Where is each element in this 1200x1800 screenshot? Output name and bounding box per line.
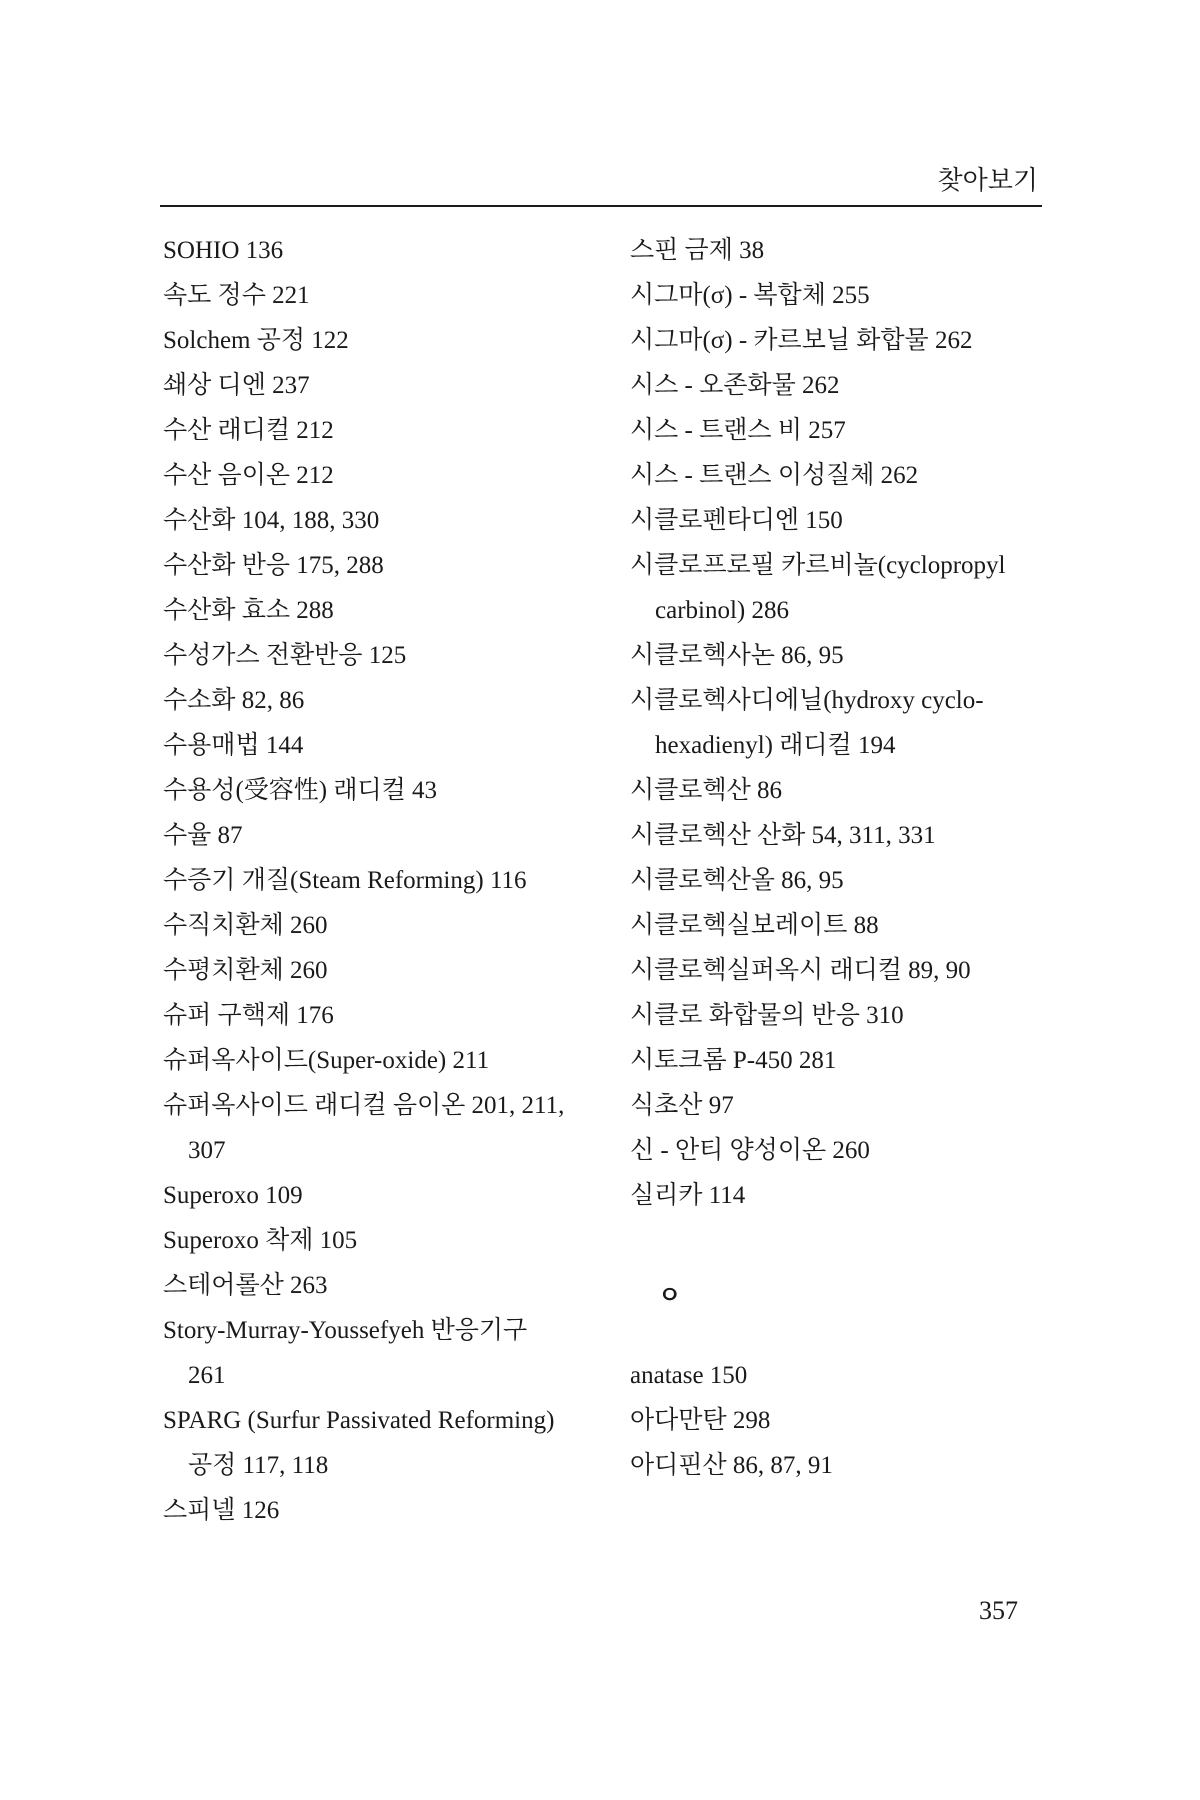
running-header: 찾아보기	[937, 166, 1038, 196]
index-entry: 수용매법 144	[163, 732, 304, 759]
index-entry: 수직치환체 260	[163, 912, 328, 939]
section-spacer	[630, 1218, 1050, 1263]
index-entry: 시토크롬 P-450 281	[630, 1047, 837, 1074]
index-entry: 실리카 114	[630, 1182, 746, 1209]
index-entry-continuation: hexadienyl) 래디컬 194	[655, 732, 896, 759]
index-entry: 시스 - 트랜스 이성질체 262	[630, 462, 919, 489]
index-column-right	[630, 228, 1050, 1488]
index-entry: 시클로헥산 산화 54, 311, 331	[630, 822, 936, 849]
index-entry: 시스 - 트랜스 비 257	[630, 417, 846, 444]
index-entry-continuation: 307	[188, 1137, 226, 1164]
index-entry: 수증기 개질(Steam Reforming) 116	[163, 867, 527, 894]
index-entry: 스테어롤산 263	[163, 1272, 328, 1299]
index-entry: 속도 정수 221	[163, 282, 310, 309]
index-entry: 수율 87	[163, 822, 243, 849]
index-entry: 슈퍼옥사이드 래디컬 음이온 201, 211,	[163, 1092, 565, 1119]
index-entry: 시클로 화합물의 반응 310	[630, 1002, 904, 1029]
index-entry: 시클로헥실보레이트 88	[630, 912, 879, 939]
index-entry: 시클로헥실퍼옥시 래디컬 89, 90	[630, 957, 971, 984]
index-entry: 시스 - 오존화물 262	[630, 372, 840, 399]
index-entry-continuation: 공정 117, 118	[188, 1452, 329, 1479]
index-entry: anatase 150	[630, 1362, 748, 1389]
index-entry: 신 - 안티 양성이온 260	[630, 1137, 870, 1164]
index-entry: 수산화 반응 175, 288	[163, 552, 384, 579]
index-entry: Superoxo 109	[163, 1182, 303, 1209]
index-entry: 식초산 97	[630, 1092, 734, 1119]
index-entry: 슈퍼 구핵제 176	[163, 1002, 334, 1029]
index-entry: 수산화 효소 288	[163, 597, 334, 624]
index-entry: 스피넬 126	[163, 1497, 280, 1524]
index-entry: 시그마(σ) - 복합체 255	[630, 282, 870, 309]
index-entry: 시클로프로필 카르비놀(cyclopropyl	[630, 552, 1006, 579]
index-entry: SOHIO 136	[163, 237, 284, 264]
index-entry: 시그마(σ) - 카르보닐 화합물 262	[630, 327, 973, 354]
index-entry: 슈퍼옥사이드(Super-oxide) 211	[163, 1047, 490, 1074]
section-heading: ㅇ	[658, 1281, 682, 1309]
index-entry: 수용성(受容性) 래디컬 43	[163, 777, 438, 804]
index-column-left	[163, 228, 593, 1533]
page-number: 357	[979, 1596, 1018, 1625]
index-entry: 시클로펜타디엔 150	[630, 507, 843, 534]
index-entry: 시클로헥사논 86, 95	[630, 642, 844, 669]
header-rule	[160, 205, 1042, 207]
index-entry: 아디핀산 86, 87, 91	[630, 1452, 833, 1479]
index-entry: 수성가스 전환반응 125	[163, 642, 407, 669]
index-entry: SPARG (Surfur Passivated Reforming)	[163, 1407, 555, 1434]
index-entry: 스핀 금제 38	[630, 237, 765, 264]
index-entry: 쇄상 디엔 237	[163, 372, 310, 399]
index-entry: 수산 래디컬 212	[163, 417, 334, 444]
index-entry: Story-Murray-Youssefyeh 반응기구	[163, 1317, 528, 1344]
index-entry: Superoxo 착제 105	[163, 1227, 358, 1254]
index-entry: 수산화 104, 188, 330	[163, 507, 380, 534]
index-entry: 수평치환체 260	[163, 957, 328, 984]
index-entry: 시클로헥사디에닐(hydroxy cyclo-	[630, 687, 984, 714]
index-entry: 시클로헥산 86	[630, 777, 783, 804]
index-entry: Solchem 공정 122	[163, 327, 349, 354]
index-entry: 아다만탄 298	[630, 1407, 771, 1434]
index-entry-continuation: 261	[188, 1362, 226, 1389]
index-entry-continuation: carbinol) 286	[655, 597, 789, 624]
index-entry: 시클로헥산올 86, 95	[630, 867, 844, 894]
index-entry: 수산 음이온 212	[163, 462, 334, 489]
index-entry: 수소화 82, 86	[163, 687, 305, 714]
